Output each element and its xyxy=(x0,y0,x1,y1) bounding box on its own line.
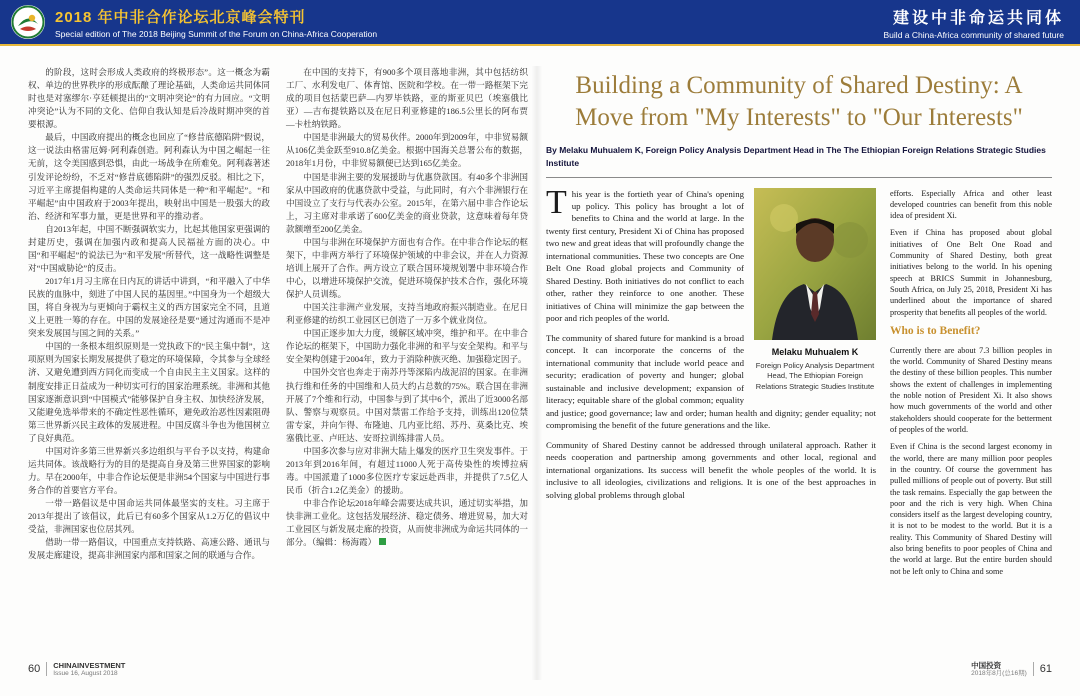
focac-logo-icon xyxy=(10,4,46,40)
header-right xyxy=(884,5,1064,40)
article-paragraph: efforts. Especially Africa and other least developed countries can benefit from this noble idea of president Xi. xyxy=(890,188,1052,221)
cn-paragraph: 中国的一条根本组织原则是一党执政下的“民主集中制”，这项原则为国家长期发展提供了稳定的环境保障，令其参与全球经济、又避免遭到西方同化而变成一个自由民主主义国家。这样的制度安排正日益成为一种切实可行的国家治理系统。非洲和其他国家逐渐意识到“中国模式”能够保护自身主权、加快经济发展，又能避免选举带来的不确定性恶性循环，避免政治恶性因素阻碍第三世界新兴民主政体的发展进程。中国反腐斗争也为他国树立了良好典范。 xyxy=(28,341,270,443)
cn-paragraph: 2017年1月习主席在日内瓦的讲话中讲到，“和平融入了中华民族的血脉中，刻进了中国人民的基因里。”中国身为一个超级大国，将自身视为与更倾向于霸权主义的西方国家完全不同，且道义上更胜一筹的存在。中国的发展途径是要“通过沟通而不是冲突来发展国与国之间的关系。” xyxy=(28,276,270,339)
cn-paragraph: 一带一路倡议是中国命运共同体最坚实的支柱。习主席于2013年提出了该倡议，此后已有60多个国家从1.2万亿的倡议中受益，非洲国家也位居其列。 xyxy=(28,498,270,535)
author-name: Melaku Muhualem K xyxy=(771,346,859,357)
author-figure xyxy=(754,188,876,392)
left-page-column-2 xyxy=(286,66,528,562)
journal-issue-cn: 2018年8月(总16期) xyxy=(971,669,1027,677)
cn-paragraph: 自2013年起，中国不断强调软实力，比起其他国家更强调的封建历史，强调在加强内政和提高人民福祉方面的决心。中国“和平崛起”的说法已为“和平发展”所替代，这一战略性调整是对“中国威胁论”的反击。 xyxy=(28,223,270,273)
cn-paragraph: 中国多次参与应对非洲大陆上爆发的医疗卫生突发事件。于2013年到2016年间，有超过11000人死于高传染性的埃博拉病毒。中国派遣了1000多位医疗专家远赴西非，并提供了7.5亿人民币（折合1.2亿美金）的援助。 xyxy=(286,445,528,495)
article-paragraph: The community of shared future for mankind is a broad concept. It can incorporate the concerns of the international community that include world peace and security; eradication of poverty and hunger; global sustainable and inclusive development; expansion of literacy; equitable share of the global common; equality and justice; good governance; law and order; human health and dignity; gender equality; not compromising the benefit of the future generations and the like. xyxy=(546,332,876,431)
header-bar xyxy=(0,0,1080,46)
page-spread xyxy=(0,46,1080,680)
cn-paragraph-last xyxy=(286,497,528,549)
cn-paragraph: 中国正逐步加大力度，缓解区域冲突，维护和平。在中非合作论坛的框架下，中国助力强化非洲的和平与安全架构。和平与安全架构创建于2004年，致力于消除种族灭绝、加强稳定因子。 xyxy=(286,328,528,365)
right-page xyxy=(546,66,1052,680)
left-page xyxy=(28,66,528,680)
article-paragraph-dropcap: This year is the fortieth year of China's opening up policy. This policy has brought a lot of benefits to China and the world at large. In the twenty first century, President Xi of China has proposed two new and great ideas that will profoundly change the international communities. These two concepts are One Belt One Road global projects and Community of Shared Destiny. Both initiatives do not conflict to each other, rather they reinforce to one another. These initiatives of China will minimize the gap between the poor and rich peoples of the world. xyxy=(546,183,744,324)
cn-paragraph-text: 中非合作论坛2018年峰会需要达成共识，通过切实举措，加快非洲工业化。这包括发展经济、稳定债务、增进贸易，加大对工业园区与新发展走廊的投资，从而使非洲成为命运共同体的一部分。（编辑：杨海霞） xyxy=(286,498,528,548)
right-page-footer xyxy=(971,661,1052,679)
article-paragraph: Even if China is the second largest economy in the world, there are many million poor peoples in the country. Of course the government has pulled millions of people out of poverty. But still the task remains. Especially the gap between the poor and the rich is very high. When China considers itself as the largest developing country, it is not to be modest to the world. But it is a reality. This Community of Shared Destiny will also bring benefits to poor peoples of China and the world at large. But the entire burden should not be left only to China and some xyxy=(890,442,1052,576)
left-page-column-1 xyxy=(28,66,270,562)
footer-divider xyxy=(46,662,47,676)
journal-name: CHINAINVESTMENT xyxy=(53,660,126,670)
header-right-title-cn: 建设中非命运共同体 xyxy=(892,9,1064,27)
article-paragraph: Even if China has proposed about global initiatives of One Belt One Road and Community of Shared Destiny, both great initiatives belong to the world. In his opening speech at BRICS Summit in Johannesburg, South Africa, on July 25, 2018, President Xi has underlined about the importance of shared prosperity that benefits all peoples of the world. xyxy=(890,228,1052,317)
page-number-right: 61 xyxy=(1039,663,1052,676)
article-end-mark-icon xyxy=(379,538,386,545)
article-main-column xyxy=(546,183,876,584)
article-paragraph: Community of Shared Destiny cannot be addressed through unilateral approach. Rather it needs cooperation and partnership among governments and other local, regional and international organizations. Its success will benefit the whole peoples of the world. It is inclusive to all ideologies, civilizations and religions. It is one of the best approaches in solving global problems through global xyxy=(546,439,876,500)
cn-paragraph: 中国外交官也奔走于南苏丹等深陷内战泥沼的国家。在非洲执行维和任务的中国维和人员大约占总数的75%。联合国在非洲开展了7个维和行动，中国参与到了其中6个，派出了近3000名部队、警察与观察员。中国对禁雷工作给予支持，训练出120位禁雷专家，并向乍得、布隆迪、几内亚比绍、苏丹、莫桑比克、埃塞俄比亚、卢旺达、安哥拉训练排雷人员。 xyxy=(286,367,528,443)
journal-name-cn: 中国投资 xyxy=(971,660,1002,670)
left-page-footer xyxy=(28,661,125,679)
byline-divider xyxy=(546,177,1052,178)
cn-paragraph: 借助一带一路倡议，中国重点支持铁路、高速公路、通讯与发展走廊建设，提高非洲国家内部和国家之间的联通与合作。 xyxy=(28,537,270,561)
page-number-left: 60 xyxy=(28,663,41,676)
article-right-column xyxy=(890,188,1052,584)
article-byline: By Melaku Muhualem K, Foreign Policy Analysis Department Head in The The Ethiopian Foreign Relations Strategic Studies Institute xyxy=(546,145,1046,168)
cn-paragraph: 中国与非洲在环境保护方面也有合作。在中非合作论坛的框架下，中非两方举行了环境保护领域的中非会议，并在人力资源培训上展开了合作。两方设立了联合国环境规划署中非环境合作中心，以增进环境保护交流，促进环境保护技术合作，强化环境保护人员训练。 xyxy=(286,236,528,300)
journal-info-right xyxy=(971,661,1027,679)
header-title-cn: 2018 年中非合作论坛北京峰会特刊 xyxy=(55,8,306,26)
footer-divider xyxy=(1033,662,1034,676)
article-paragraph: Currently there are about 7.3 billion peoples in the world. Community of Shared Destiny means the destiny of these billion peoples. This number shows the extent of challenges in implementing the noble notion of President Xi. It also shows how much governments of the world and other stakeholders should cooperate for the betterment of peoples of the world. xyxy=(890,345,1052,434)
cn-paragraph: 中国是非洲最大的贸易伙伴。2000年到2009年，中非贸易额从106亿美金跃至910.8亿美金。根据中国海关总署公布的数据，2018年1月份，中非贸易额便已达到165亿美金。 xyxy=(286,132,528,169)
header-titles xyxy=(55,6,377,39)
article-title: Building a Community of Shared Destiny: A Move from "My Interests" to "Our Interests" xyxy=(575,72,1023,131)
cn-paragraph: 最后，中国政府提出的概念也回应了“修昔底德陷阱”假说，这一说法由格雷厄姆·阿利森创造。阿利森认为中国之崛起一往无前，这令美国感到恐惧，由此一场战争在所难免。阿利森著述引发评论纷纷，不乏对“修昔底德陷阱”的强烈反驳。相比之下，习近平主席提倡构建的人类命运共同体是一种“和平崛起”。“和平崛起”由中国政府于2003年提出，映射出中国是一股强大的政治、经济和军事力量，更是世界和平的推动者。 xyxy=(28,132,270,221)
cn-paragraph: 中国是非洲主要的发展援助与优惠贷款国。有40多个非洲国家从中国政府的优惠贷款中受益，与此同时，有六个非洲银行在中国设立了支行与代表办公室。2015年，在第六届中非合作论坛上，习主席对非承诺了600亿美金的商业贷款，这意味着每年贷款额增至200亿美金。 xyxy=(286,171,528,234)
author-photo xyxy=(754,188,876,340)
header-left xyxy=(10,4,377,40)
section-heading-who-is-to-benefit: Who is to Benefit? xyxy=(890,324,981,337)
journal-info-left xyxy=(53,661,125,679)
cn-paragraph: 中国对许多第三世界新兴多边组织与平台予以支持，构建命运共同体。该战略行为的目的是提高自身及第三世界国家的影响力。早在2000年，中非合作论坛便是非洲54个国家与中国进行事务合作的首要官方平台。 xyxy=(28,445,270,495)
page-gutter xyxy=(528,66,546,680)
cn-paragraph: 中国关注非洲产业发展，支持当地政府振兴制造业。在尼日利亚修建的纺织工业园区已创造了一万多个就业岗位。 xyxy=(286,302,528,326)
journal-issue: Issue 16, August 2018 xyxy=(53,669,118,677)
chinese-columns xyxy=(28,66,528,562)
author-role: Foreign Policy Analysis Department Head, The Ethiopian Foreign Relations Strategic Studies Institute xyxy=(755,361,875,391)
header-right-subtitle-en: Build a China-Africa community of shared future xyxy=(883,29,1064,40)
cn-paragraph: 的阶段，这时会形成人类政府的终极形态”。这一概念为霸权、单边的世界秩序的形成酝酿了理论基础，人类命运共同体同时也是对塞缪尔·亨廷顿提出的“文明冲突论”的有力回应。“文明冲突论”认为不同的文化、信仰自我认知是后冷战时期冲突的首要根源。 xyxy=(28,67,270,130)
header-subtitle-en: Special edition of The 2018 Beijing Summit of the Forum on China-Africa Cooperation xyxy=(55,28,378,39)
author-caption xyxy=(754,346,876,392)
cn-paragraph: 在中国的支持下，有900多个项目落地非洲，其中包括纺织工厂、水利发电厂、体育馆、医院和学校。在一带一路框架下完成的项目包括蒙巴萨—内罗毕铁路，亚的斯亚贝巴（埃塞俄比亚）—吉布提铁路以及在尼日利亚修建的186.5公里长的阿布贾—卡杜纳铁路。 xyxy=(286,67,528,130)
article-body xyxy=(546,183,1052,584)
